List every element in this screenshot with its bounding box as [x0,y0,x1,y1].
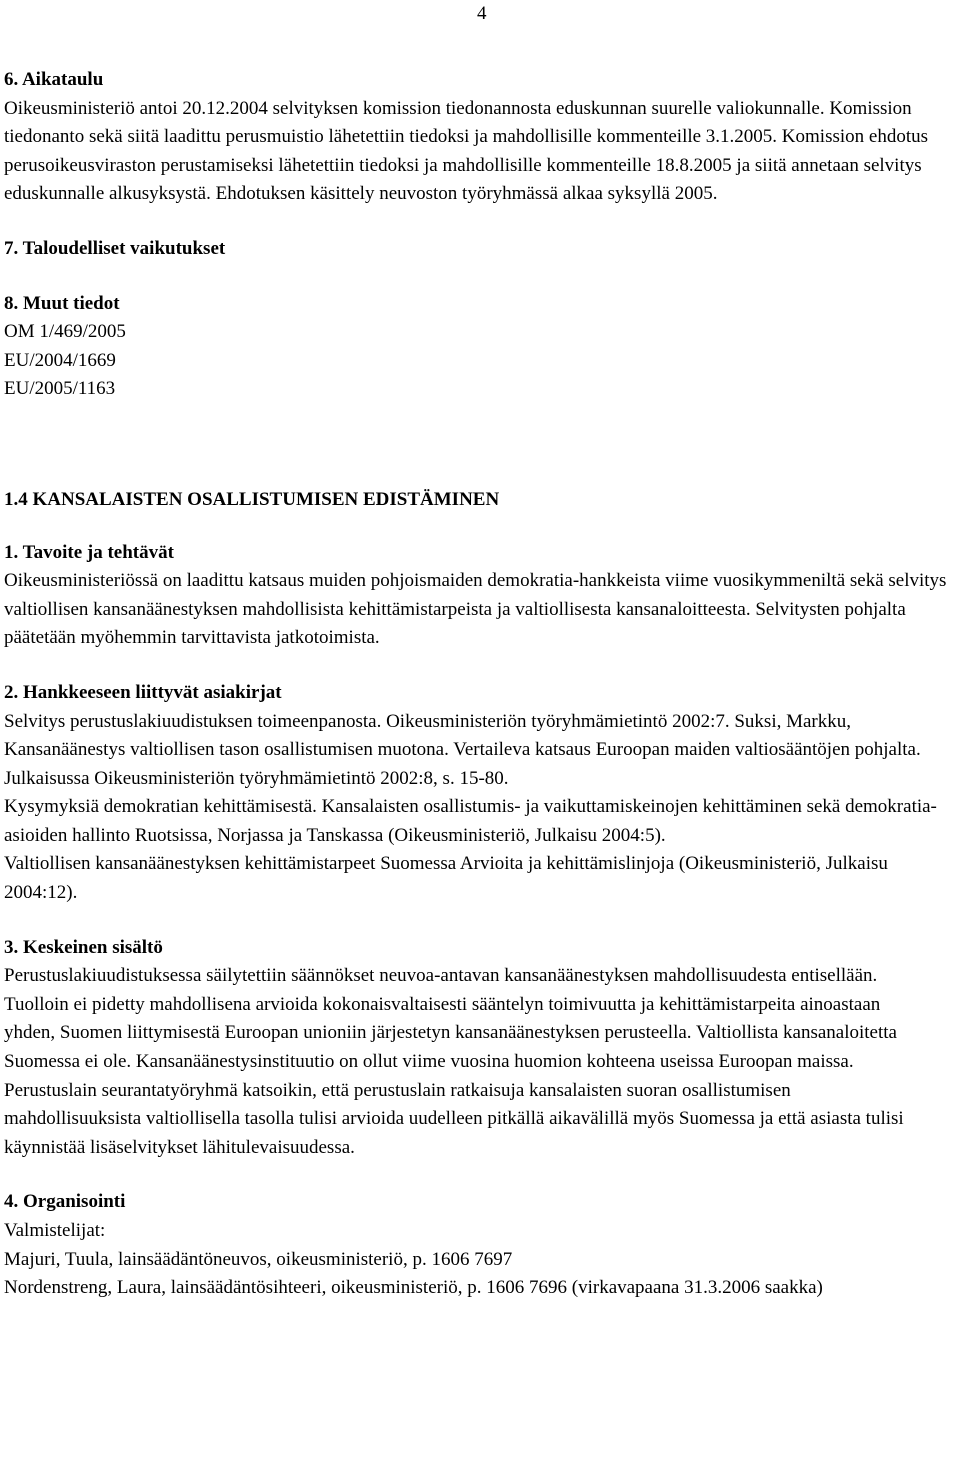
reference-number: EU/2004/1669 [4,349,116,371]
section-schedule [4,66,956,209]
preparer-contact: Nordenstreng, Laura, lainsäädäntösihteeri, oikeusministeriö, p. 1606 7696 (virkavapaana 31.3.2006 saakka) [4,1277,823,1299]
document-reference-paragraph: Selvitys perustuslakiuudistuksen toimeenpanosta. Oikeusministeriön työryhmämietintö 2002:7. Suksi, Markku, Kansanäänestys valtiollisen tason osallistumisen muotona. Vertaileva katsaus Euroopan maiden valtiosääntöjen pohjalta. Julkaisussa Oikeusministeriön työryhmämietintö 2002:8, s. 15-80. [4,710,921,789]
section-heading-goals: 1. Tavoite ja tehtävät [4,541,174,563]
goals-paragraph: Oikeusministeriössä on laadittu katsaus muiden pohjoismaiden demokratia-hankkeista viime vuosikymmeniltä sekä selvitys valtiollisen kansanäänestyksen mahdollisista kehittämistarpeista ja valtiollisesta kansanaloitteesta. Selvitysten pohjalta päätetään myöhemmin tarvittavista jatkotoimista. [4,570,947,649]
section-heading-key-content: 3. Keskeinen sisältö [4,936,163,958]
section-other-info [4,290,956,404]
section-heading-other-info: 8. Muut tiedot [4,292,120,314]
chapter-heading: 1.4 KANSALAISTEN OSALLISTUMISEN EDISTÄMINEN [4,488,500,510]
section-heading-economic-effects: 7. Taloudelliset vaikutukset [4,237,226,259]
preparer-contact: Majuri, Tuula, lainsäädäntöneuvos, oikeusministeriö, p. 1606 7697 [4,1248,513,1270]
document-body [4,66,956,1303]
section-heading-schedule: 6. Aikataulu [4,69,104,90]
section-heading-related-documents: 2. Hankkeeseen liittyvät asiakirjat [4,681,282,703]
section-organisation [4,1188,956,1302]
section-economic-effects [4,235,956,264]
key-content-paragraph: Perustuslakiuudistuksessa säilytettiin säännökset neuvoa-antavan kansanäänestyksen mahdollisuudesta entisellään. Tuolloin ei pidetty mahdollisena arvioida kokonaisvaltaisesti sääntelyn toimivuutta ja kehittämistarpeita ainoastaan yhden, Suomen liittymisestä Euroopan unioniin järjestetyn kansanäänestyksen perusteella. Valtiollista kansanaloitetta Suomessa ei ole. Kansanäänestysinstituutio on ollut viime vuosina huomion kohteena useissa Euroopan maissa. Perustuslain seurantatyöryhmä katsoikin, että perustuslain ratkaisuja kansalaisten suoran osallistumisen mahdollisuuksista valtiollisella tasolla tulisi arvioida uudelleen pitkällä aikavälillä myös Suomessa ja että asiasta tulisi käynnistää lisäselvitykset lähitulevaisuudessa. [4,965,904,1158]
document-reference-paragraph: Kysymyksiä demokratian kehittämisestä. Kansalaisten osallistumis- ja vaikuttamiskeinojen kehittäminen sekä demokratia-asioiden hallinto Ruotsissa, Norjassa ja Tanskassa (Oikeusministeriö, Julkaisu 2004:5). [4,796,937,846]
schedule-paragraph: Oikeusministeriö antoi 20.12.2004 selvityksen komission tiedonannosta eduskunnan suurelle valiokunnalle. Komission tiedonanto sekä siitä laadittu perusmuistio lähetettiin tiedoksi ja mahdollisille kommenteille 3.1.2005. Komission ehdotus perusoikeusviraston perustamiseksi lähetettiin tiedoksi ja mahdollisille kommenteille 18.8.2005 ja siitä annetaan selvitys eduskunnalle alkusyksystä. Ehdotuksen käsittely neuvoston työryhmässä alkaa syksyllä 2005. [4,97,929,205]
section-key-content [4,934,956,1163]
chapter-citizen-participation [4,486,956,515]
page-number: 4 [477,3,487,24]
document-reference-paragraph: Valtiollisen kansanäänestyksen kehittämistarpeet Suomessa Arvioita ja kehittämislinjoja (Oikeusministeriö, Julkaisu 2004:12). [4,853,888,904]
reference-number: OM 1/469/2005 [4,321,126,343]
reference-number: EU/2005/1163 [4,378,116,400]
preparers-label: Valmistelijat: [4,1220,106,1241]
section-heading-organisation: 4. Organisointi [4,1191,126,1213]
section-goals [4,539,956,653]
section-related-documents [4,679,956,908]
